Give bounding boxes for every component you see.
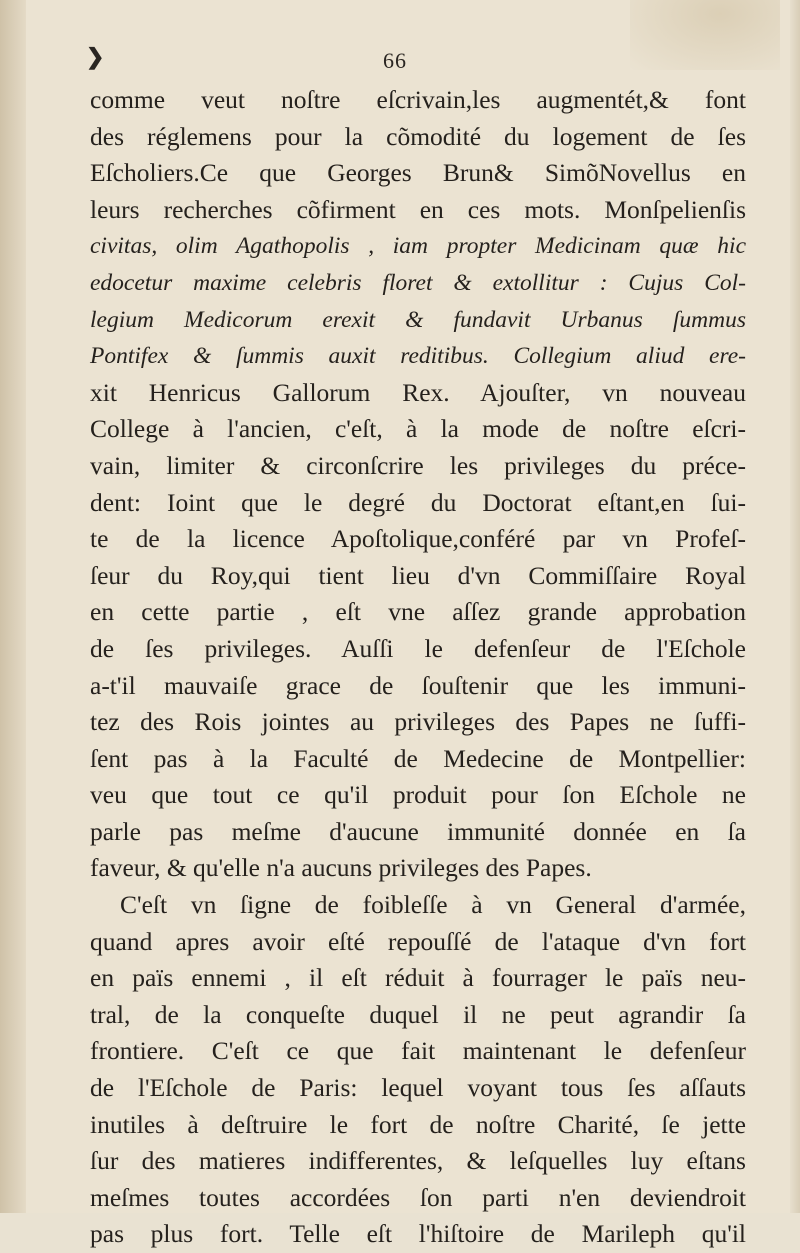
text-line: en cette partie , eſt vne aſſez grande approbation <box>90 597 746 627</box>
page-edge <box>790 0 800 1213</box>
text-line: te de la licence Apoſtolique,conféré par vn Profeſ- <box>90 524 746 554</box>
text-line: frontiere. C'eſt ce que fait maintenant le defenſeur <box>90 1036 746 1066</box>
text-line: tral, de la conqueſte duquel il ne peut agrandir ſa <box>90 999 746 1029</box>
text-line: edocetur maxime celebris floret & extollitur : Cujus Col- <box>90 269 746 296</box>
page-number: 66 <box>383 48 407 73</box>
text-line: en païs ennemi , il eſt réduit à fourrager le païs neu- <box>90 963 746 993</box>
page-gutter-shadow <box>0 0 26 1213</box>
text-line: vain, limiter & circonſcrire les privileges du préce- <box>90 450 746 480</box>
corner-mark: ❯ <box>86 44 105 69</box>
text-line: de l'Eſchole de Paris: lequel voyant tous ſes aſſauts <box>90 1073 746 1103</box>
text-line: a-t'il mauvaiſe grace de ſouſtenir que les immuni- <box>90 670 746 700</box>
text-line: inutiles à deſtruire le fort de noſtre Charité, ſe jette <box>90 1109 746 1139</box>
text-line: leurs recherches cõfirment en ces mots. Monſpelienſis <box>90 194 746 224</box>
text-line: meſmes toutes accordées ſon parti n'en deviendroit <box>90 1182 746 1212</box>
text-line: Pontifex & ſummis auxit reditibus. Collegium aliud ere- <box>90 343 746 370</box>
text-line: de ſes privileges. Auſſi le defenſeur de l'Eſchole <box>90 633 746 663</box>
text-line: tez des Rois jointes au privileges des Papes ne ſuffi- <box>90 707 746 737</box>
text-line: veu que tout ce qu'il produit pour ſon Eſchole ne <box>90 780 746 810</box>
text-line: dent: Ioint que le degré du Doctorat eſtant,en ſui- <box>90 487 746 517</box>
text-line: quand apres avoir eſté repouſſé de l'ataque d'vn fort <box>90 926 746 956</box>
text-line: legium Medicorum erexit & fundavit Urbanus ſummus <box>90 306 746 333</box>
text-line: faveur, & qu'elle n'a aucuns privileges des Papes. <box>90 853 592 883</box>
paper-stain <box>630 0 780 70</box>
text-line: parle pas meſme d'aucune immunité donnée en ſa <box>90 816 746 846</box>
text-line: xit Henricus Gallorum Rex. Ajouſter, vn nouveau <box>90 377 746 407</box>
body-text <box>90 82 746 1253</box>
text-line: des réglemens pour la cõmodité du logement de ſes <box>90 121 746 151</box>
text-line: College à l'ancien, c'eſt, à la mode de noſtre eſcri- <box>90 414 746 444</box>
text-line: pas plus fort. Telle eſt l'hiſtoire de Marileph qu'il <box>90 1219 746 1249</box>
text-line: ſur des matieres indifferentes, & leſquelles luy eſtans <box>90 1146 746 1176</box>
text-line: comme veut noſtre eſcrivain,les augmentét,& font <box>90 85 746 114</box>
text-line: Eſcholiers.Ce que Georges Brun& SimõNovellus en <box>90 158 746 188</box>
text-line: ſeur du Roy,qui tient lieu d'vn Commiſſaire Royal <box>90 560 746 590</box>
text-line: civitas, olim Agathopolis , iam propter Medicinam quæ hic <box>90 233 746 260</box>
text-line: C'eſt vn ſigne de foibleſſe à vn General d'armée, <box>120 890 746 920</box>
text-line: ſent pas à la Faculté de Medecine de Montpellier: <box>90 743 746 773</box>
